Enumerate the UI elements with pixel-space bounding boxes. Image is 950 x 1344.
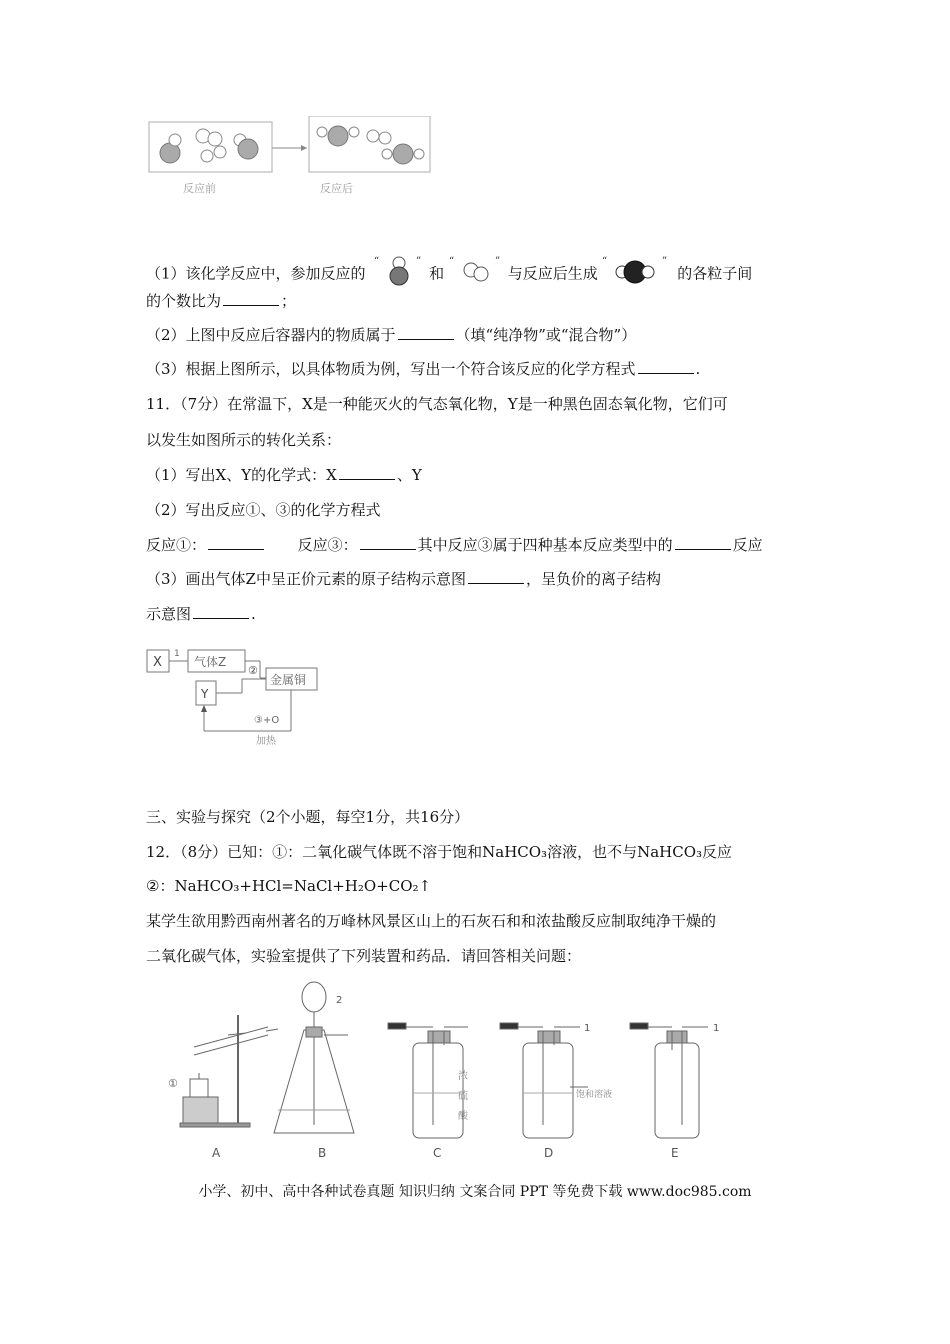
- q12-line-3: 某学生欲用黔西南州著名的万峰林风景区山上的石灰石和和浓盐酸反应制取纯净干燥的: [146, 912, 717, 930]
- answer-blank[interactable]: [398, 325, 454, 340]
- apparatus-figure: [168, 975, 728, 1165]
- q11-part3: （3）画出气体Z中呈正价元素的原子结构示意图 ，呈负价的离子结构: [146, 570, 661, 588]
- answer-blank[interactable]: [223, 291, 279, 306]
- q11-part1: （1）写出X、Y的化学式：X 、Y: [146, 466, 422, 484]
- apparatus-d: [500, 1023, 591, 1138]
- answer-blank[interactable]: [468, 569, 524, 584]
- arrow-label-1: 1: [174, 649, 180, 659]
- conversion-diagram: [144, 645, 349, 747]
- answer-blank[interactable]: [339, 465, 395, 480]
- q12-line-4: 二氧化碳气体，实验室提供了下列装置和药品．请回答相关问题：: [146, 947, 582, 965]
- c-text-1: 浓: [458, 1071, 468, 1082]
- footer-banner: 小学、初中、高中各种试卷真题 知识归纳 文案合同 PPT 等免费下载 www.doc985.com: [198, 1184, 752, 1200]
- q10-part2: （2）上图中反应后容器内的物质属于 （填“纯净物”或“混合物”）: [146, 326, 637, 344]
- arrow-label-2: ②: [248, 664, 258, 677]
- molecule-dark-product-icon: [602, 254, 672, 295]
- c-text-3: 酸: [458, 1111, 468, 1122]
- mark-1: ①: [168, 1077, 178, 1090]
- q11-part2: （2）写出反应①、③的化学方程式: [146, 501, 381, 519]
- label-e: E: [671, 1146, 679, 1160]
- molecule-white-white-icon: [449, 254, 503, 295]
- q10-part1-cont: 的个数比为 ；: [146, 292, 297, 310]
- q10-part3: （3）根据上图所示，以具体物质为例，写出一个符合该反应的化学方程式 .: [146, 360, 701, 378]
- q11-reactions: 反应①： 反应③： 其中反应③属于四种基本反应类型中的 反应: [146, 536, 763, 554]
- label-d: D: [544, 1146, 554, 1160]
- svg-text:“: “: [374, 256, 380, 267]
- q11-intro-1: 11．（7分）在常温下，X是一种能灭火的气态氧化物，Y是一种黑色固态氧化物，它们可: [146, 395, 728, 413]
- node-metal-cu: 金属铜: [270, 673, 307, 687]
- node-x: X: [153, 655, 162, 670]
- q12-line-2: ②：NaHCO₃+HCl=NaCl+H₂O+CO₂↑: [146, 877, 432, 895]
- q10-part1: （1）该化学反应中，参加反应的 “ ” 和 “ ” 与反应后生成 “ ” 的各粒子间: [146, 254, 752, 295]
- answer-blank[interactable]: [638, 359, 694, 374]
- reaction-figure: [145, 116, 435, 198]
- mark-2: 2: [336, 995, 343, 1006]
- q11-intro-2: 以发生如图所示的转化关系：: [146, 431, 342, 449]
- q11-part3-cont: 示意图 .: [146, 605, 256, 623]
- section-heading: 三、实验与探究（2个小题，每空1分，共16分）: [146, 808, 470, 826]
- arrow-label-heat: 加热: [256, 736, 276, 747]
- apparatus-c: [388, 1023, 468, 1138]
- apparatus-e: [630, 1023, 708, 1138]
- label-a: A: [212, 1146, 221, 1160]
- caption-before: 反应前: [183, 182, 216, 195]
- apparatus-a: [180, 1015, 278, 1127]
- c-text-2: 硫: [458, 1091, 468, 1102]
- answer-blank[interactable]: [360, 535, 416, 550]
- node-gas-z: 气体Z: [194, 655, 227, 669]
- q12-line-1: 12．（8分）已知：①：二氧化碳气体既不溶于饱和NaHCO₃溶液，也不与NaHCO₃反应: [146, 843, 733, 861]
- arrow-label-3: ③+O: [254, 715, 280, 726]
- svg-text:”: ”: [494, 256, 501, 267]
- svg-text:”: ”: [662, 256, 668, 267]
- node-y: Y: [201, 687, 209, 701]
- d-text: 饱和溶液: [576, 1090, 613, 1100]
- answer-blank[interactable]: [675, 535, 731, 550]
- mark-1b: 1: [584, 1023, 591, 1034]
- answer-blank[interactable]: [208, 535, 264, 550]
- svg-text:“: “: [448, 256, 455, 267]
- molecule-gray-white-icon: [374, 254, 424, 295]
- answer-blank[interactable]: [193, 604, 249, 619]
- label-c: C: [433, 1146, 442, 1160]
- svg-text:”: ”: [416, 256, 422, 267]
- svg-text:“: “: [602, 256, 608, 267]
- caption-after: 反应后: [320, 182, 353, 195]
- label-b: B: [318, 1146, 327, 1160]
- mark-1c: 1: [713, 1023, 720, 1034]
